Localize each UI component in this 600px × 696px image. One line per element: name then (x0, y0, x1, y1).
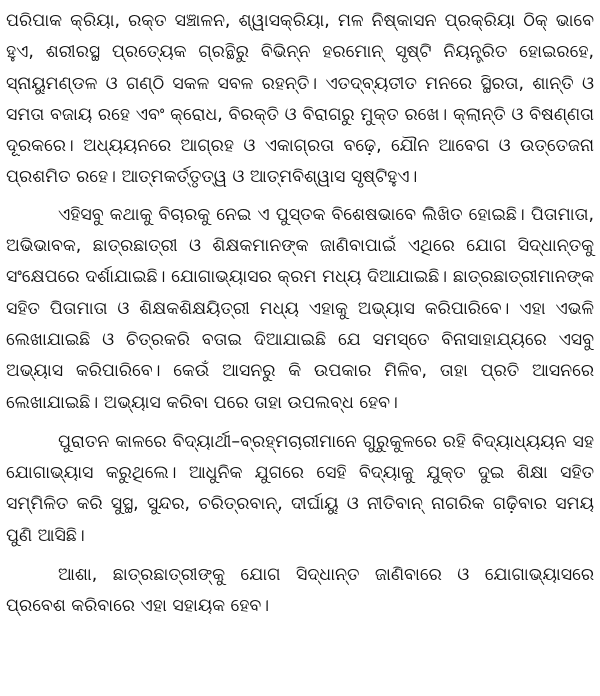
paragraph-ancient-times: ପୁରାତନ କାଳରେ ବିଦ୍ୟାର୍ଥୀ–ବ୍ରହ୍ମଚାରୀମାନେ ଗୁରୁକୁଳରେ ରହି ବିଦ୍ୟାଧ୍ୟୟନ ସହ ଯୋଗାଭ୍ୟାସ କରୁଥିଲେ। ଆଧୁନିକ ଯୁଗରେ ସେହି ବିଦ୍ୟାକୁ ଯୁକ୍ତ ଦୁଇ ଶିକ୍ଷା ସହିତ ସମ୍ମିଳିତ କରି ସୁସ୍ଥ, ସୁନ୍ଦର, ଚରିତ୍ରବାନ୍, ଦୀର୍ଘାୟୁ ଓ ନୀତିବାନ୍ ନାଗରିକ ଗଢ଼ିବାର ସମୟ ପୁଣି ଆସିଛି। (6, 431, 594, 546)
paragraph-book-purpose: ଏହିସବୁ କଥାକୁ ବିଚାରକୁ ନେଇ ଏ ପୁସ୍ତକ ବିଶେଷଭାବେ ଲିଖିତ ହୋଇଛି। ପିତାମାତା, ଅଭିଭାବକ, ଛାତ୍ରଛାତ୍ରୀ ଓ ଶିକ୍ଷକମାନଙ୍କ ଜାଣିବାପାଇଁ ଏଥିରେ ଯୋଗ ସିଦ୍ଧାନ୍ତକୁ ସଂକ୍ଷେପରେ ଦର୍ଶାଯାଇଛି। ଯୋଗାଭ୍ୟାସର କ୍ରମ ମଧ୍ୟ ଦିଆଯାଇଛି। ଛାତ୍ରଛାତ୍ରୀମାନଙ୍କ ସହିତ ପିତାମାତା ଓ ଶିକ୍ଷକଶିକ୍ଷୟିତ୍ରୀ ମଧ୍ୟ ଏହାକୁ ଅଭ୍ୟାସ କରିପାରିବେ। ଏହା ଏଭଳି ଲେଖାଯାଇଛି ଓ ଚିତ୍ରକରି ବତାଇ ଦିଆଯାଇଛି ଯେ ସମସ୍ତେ ବିନାସାହାଯ୍ୟରେ ଏସବୁ ଅଭ୍ୟାସ କରିପାରିବେ। କେଉଁ ଆସନରୁ କି ଉପକାର ମିଳିବ, ତାହା ପ୍ରତି ଆସନରେ ଲେଖାଯାଇଛି। ଅଭ୍ୟାସ କରିବା ପରେ ତାହା ଉପଲବ୍ଧ ହେବ। (6, 204, 594, 413)
paragraph-hope: ଆଶା, ଛାତ୍ରଛାତ୍ରୀଙ୍କୁ ଯୋଗ ସିଦ୍ଧାନ୍ତ ଜାଣିବାରେ ଓ ଯୋଗାଭ୍ୟାସରେ ପ୍ରବେଶ କରିବାରେ ଏହା ସହାୟକ ହେବ। (6, 565, 594, 617)
paragraph-benefits: ପରିପାକ କ୍ରିୟା, ରକ୍ତ ସଞ୍ଚାଳନ, ଶ୍ୱାସକ୍ରିୟା, ମଳ ନିଷ୍କାସନ ପ୍ରକ୍ରିୟା ଠିକ୍ ଭାବେ ହୁଏ, ଶରୀରସ୍ଥ ପ୍ରତ୍ୟେକ ଗ୍ରନ୍ଥିରୁ ବିଭିନ୍ନ ହରମୋନ୍ ସୃଷ୍ଟି ନିୟନ୍ତ୍ରିତ ହୋଇରହେ, ସ୍ନାୟୁମଣ୍ଡଳ ଓ ଗଣ୍ଠି ସକଳ ସବଳ ରହନ୍ତି। ଏତଦ୍‌ବ୍ୟତୀତ ମନରେ ସ୍ଥିରତା, ଶାନ୍ତି ଓ ସମତା ବଜାୟ ରହେ ଏବଂ କ୍ରୋଧ, ବିରକ୍ତି ଓ ବିରାଗରୁ ମୁକ୍ତ ରଖେ। କ୍ଲାନ୍ତି ଓ ବିଷଣ୍ଣତା ଦୂରକରେ। ଅଧ୍ୟୟନରେ ଆଗ୍ରହ ଓ ଏକାଗ୍ରତା ବଢ଼େ, ଯୌନ ଆବେଗ ଓ ଉତ୍ତେଜନା ପ୍ରଶମିତ ରହେ। ଆତ୍ମକର୍ତ୍ତୃତ୍ୱ ଓ ଆତ୍ମବିଶ୍ୱାସ ସୃଷ୍ଟିହୁଏ। (6, 11, 594, 188)
